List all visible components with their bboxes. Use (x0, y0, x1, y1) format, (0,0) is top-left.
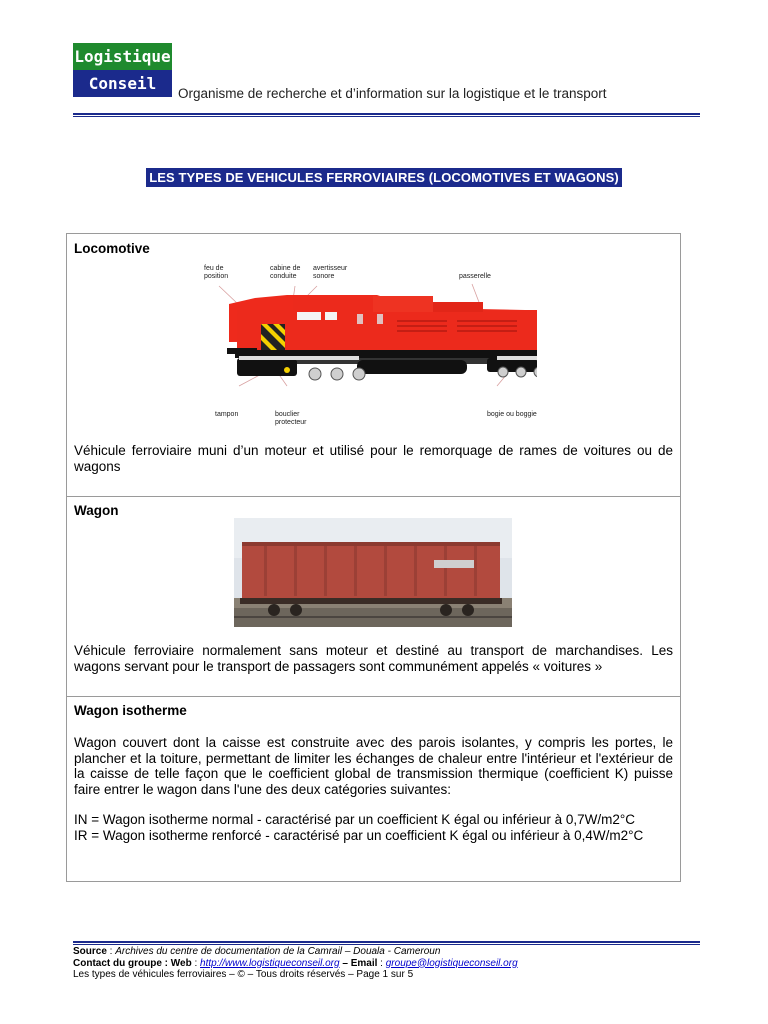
section-title: Locomotive (74, 241, 150, 256)
label-bouclier: bouclier protecteur (275, 411, 307, 426)
footer-source: Source : Archives du centre de documentation de la Camrail – Douala - Cameroun (73, 946, 441, 957)
label-tampon: tampon (215, 411, 239, 418)
email-link[interactable]: groupe@logistiqueconseil.org (385, 957, 518, 969)
web-link[interactable]: http://www.logistiqueconseil.org (200, 957, 340, 969)
section-title: Wagon isotherme (74, 703, 187, 718)
logo-line1: Logistique (73, 43, 172, 70)
section-locomotive (67, 234, 680, 497)
wagon-description: Véhicule ferroviaire normalement sans moteur et destiné au transport de marchandises. Les wagons servant pour le transport de passagers sont communément appelés « voitures » (74, 643, 673, 674)
locomotive-diagram (197, 262, 537, 407)
footer-contact: Contact du groupe : Web : http://www.logistiqueconseil.org – Email : groupe@logistiqueconseil.org (73, 957, 518, 969)
label-passerelle: passerelle (459, 273, 491, 280)
label-bogie: bogie ou boggie (487, 411, 537, 418)
footer (73, 946, 518, 981)
content-box (66, 233, 681, 882)
isotherme-item-in: IN = Wagon isotherme normal - caractérisé par un coefficient K égal ou inférieur à 0,7W/m2°C (74, 812, 636, 827)
page-title: LES TYPES DE VEHICULES FERROVIAIRES (LOCOMOTIVES ET WAGONS) (146, 168, 622, 187)
title-wrap (0, 168, 768, 187)
label-feu: feu de position (204, 265, 229, 280)
locomotive-description: Véhicule ferroviaire muni d’un moteur et utilisé pour le remorquage de rames de voitures ou de wagons (74, 443, 673, 474)
section-wagon-isotherme (67, 696, 680, 881)
section-wagon (67, 496, 680, 697)
logo-line2: Conseil (73, 70, 172, 97)
isotherme-text: Wagon couvert dont la caisse est construite avec des parois isolantes, y compris les portes, le plancher et la toiture, permettant de limiter les échanges de chaleur entre l'intérieur et l'extérieur de la caisse de telle façon que le coefficient global de transmission thermique (coefficient K) puisse faire entrer le wagon dans l'une des deux catégories suivantes: (74, 735, 673, 797)
header-rule (73, 113, 700, 117)
isotherme-item-ir: IR = Wagon isotherme renforcé - caractérisé par un coefficient K égal ou inférieur à 0,4W/m2°C (74, 827, 644, 843)
label-avertisseur: avertisseur sonore (313, 265, 348, 280)
isotherme-description (74, 735, 673, 843)
logo (73, 43, 172, 97)
footer-rule (73, 941, 700, 945)
wagon-photo (234, 518, 512, 627)
tagline: Organisme de recherche et d’information sur la logistique et le transport (178, 86, 607, 101)
label-cabine: cabine de conduite (270, 265, 301, 280)
footer-page-info: Les types de véhicules ferroviaires – © – Tous droits réservés – Page 1 sur 5 (73, 969, 414, 980)
section-title: Wagon (74, 503, 119, 518)
